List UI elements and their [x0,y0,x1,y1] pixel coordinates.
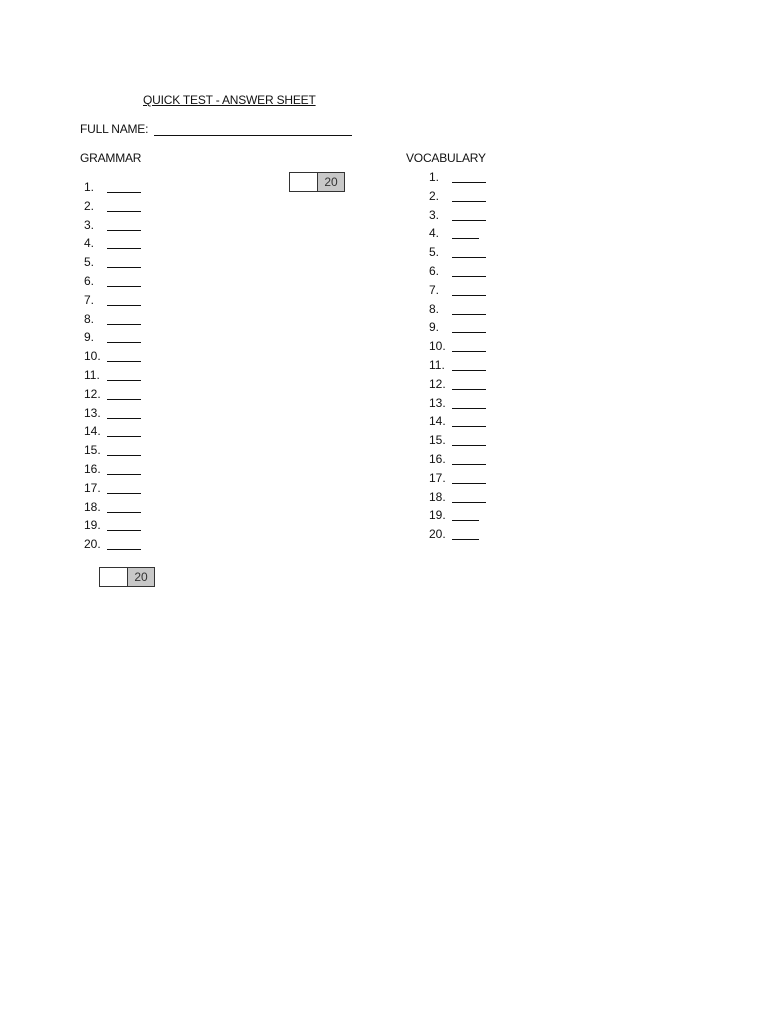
answer-blank[interactable] [107,199,141,212]
answer-number: 20. [84,537,101,552]
vocabulary-answer-row [429,245,486,264]
answer-blank[interactable] [452,170,486,183]
grammar-answer-row [84,330,141,349]
answer-blank[interactable] [452,245,486,258]
grammar-answer-row [84,537,141,556]
grammar-answer-row [84,387,141,406]
answer-blank[interactable] [452,414,486,427]
answer-number: 17. [84,480,101,495]
full-name-label: FULL NAME: [80,122,149,136]
answer-number: 11. [84,367,100,382]
answer-blank[interactable] [452,339,486,352]
answer-number: 7. [429,282,440,297]
answer-blank[interactable] [452,471,486,484]
answer-number: 15. [84,443,101,458]
answer-blank[interactable] [452,490,486,503]
answer-number: 6. [429,263,440,278]
answer-number: 15. [429,433,446,448]
vocabulary-answer-row [429,377,486,396]
answer-blank[interactable] [452,226,479,239]
answer-number: 1. [84,180,95,194]
answer-number: 7. [84,292,95,307]
vocabulary-answer-row [429,320,486,339]
answer-blank[interactable] [452,189,486,202]
grammar-answer-row [84,500,141,519]
answer-number: 5. [429,245,440,260]
answer-number: 4. [84,236,95,251]
score-total: 20 [128,568,154,586]
answer-number: 17. [429,470,446,485]
answer-number: 19. [429,508,446,523]
grammar-answer-row [84,293,141,312]
full-name-blank[interactable] [154,122,352,136]
answer-number: 5. [84,255,95,270]
answer-number: 1. [429,170,440,184]
answer-blank[interactable] [452,377,486,390]
vocabulary-answer-row [429,226,486,245]
answer-blank[interactable] [452,508,479,521]
answer-number: 16. [429,451,446,466]
answer-blank[interactable] [107,293,141,306]
grammar-answer-row [84,218,141,237]
grammar-answer-row [84,424,141,443]
answer-blank[interactable] [452,208,486,221]
answer-blank[interactable] [107,481,141,494]
vocabulary-answer-row [429,264,486,283]
answer-number: 14. [84,424,101,439]
vocabulary-answer-row [429,189,486,208]
grammar-answer-row [84,199,141,218]
answer-blank[interactable] [107,236,141,249]
answer-blank[interactable] [452,283,486,296]
vocabulary-answer-row [429,490,486,509]
vocabulary-answer-row [429,471,486,490]
answer-blank[interactable] [107,180,141,193]
answer-blank[interactable] [452,264,486,277]
vocabulary-answer-row [429,452,486,471]
vocabulary-answer-row [429,170,486,189]
answer-number: 3. [84,217,95,232]
score-input-cell[interactable] [290,173,318,191]
answer-blank[interactable] [107,312,141,325]
answer-blank[interactable] [452,452,486,465]
vocabulary-answer-row [429,433,486,452]
vocabulary-answer-row [429,302,486,321]
answer-blank[interactable] [452,527,479,540]
answer-number: 9. [84,330,95,345]
answer-number: 14. [429,414,446,429]
grammar-answer-row [84,312,141,331]
answer-blank[interactable] [107,218,141,231]
answer-blank[interactable] [107,424,141,437]
answer-number: 18. [429,489,446,504]
vocabulary-answer-row [429,283,486,302]
answer-number: 12. [84,386,101,401]
vocabulary-answer-row [429,508,486,527]
answer-blank[interactable] [452,358,486,371]
answer-number: 8. [84,311,95,326]
answer-blank[interactable] [452,433,486,446]
answer-number: 4. [429,226,440,241]
score-total: 20 [318,173,344,191]
answer-number: 3. [429,207,440,222]
answer-blank[interactable] [107,330,141,343]
answer-blank[interactable] [107,274,141,287]
answer-number: 18. [84,499,101,514]
answer-blank[interactable] [452,396,486,409]
answer-number: 16. [84,461,101,476]
answer-blank[interactable] [107,500,141,513]
answer-number: 19. [84,518,101,533]
answer-number: 6. [84,273,95,288]
answer-blank[interactable] [107,406,141,419]
bottom-score-box [99,567,155,587]
answer-number: 2. [429,188,440,203]
vocabulary-answer-row [429,527,486,546]
grammar-answer-row [84,443,141,462]
score-input-cell[interactable] [100,568,128,586]
answer-blank[interactable] [107,368,141,381]
vocabulary-answer-row [429,396,486,415]
answer-blank[interactable] [107,518,141,531]
grammar-answer-row [84,349,141,368]
answer-number: 2. [84,198,95,213]
answer-number: 11. [429,357,445,372]
grammar-answer-list [84,180,141,556]
answer-blank[interactable] [452,320,486,333]
answer-number: 20. [429,527,446,542]
grammar-score-box [289,172,345,192]
grammar-answer-row [84,180,141,199]
vocabulary-answer-row [429,208,486,227]
answer-blank[interactable] [107,462,141,475]
answer-blank[interactable] [107,443,141,456]
answer-blank[interactable] [107,255,141,268]
answer-number: 10. [84,349,101,364]
sheet-title: QUICK TEST - ANSWER SHEET [143,93,316,107]
grammar-heading: GRAMMAR [80,151,142,165]
grammar-answer-row [84,518,141,537]
answer-number: 13. [429,395,446,410]
grammar-answer-row [84,274,141,293]
answer-number: 8. [429,301,440,316]
vocabulary-answer-list [429,170,486,546]
grammar-answer-row [84,255,141,274]
answer-blank[interactable] [452,302,486,315]
answer-number: 12. [429,376,446,391]
vocabulary-answer-row [429,339,486,358]
answer-number: 9. [429,320,440,335]
answer-blank[interactable] [107,349,141,362]
vocabulary-answer-row [429,414,486,433]
vocabulary-answer-row [429,358,486,377]
grammar-answer-row [84,368,141,387]
answer-number: 10. [429,339,446,354]
answer-blank[interactable] [107,537,141,550]
grammar-answer-row [84,481,141,500]
grammar-answer-row [84,406,141,425]
vocabulary-heading: VOCABULARY [406,151,486,165]
answer-number: 13. [84,405,101,420]
grammar-answer-row [84,462,141,481]
grammar-answer-row [84,236,141,255]
answer-blank[interactable] [107,387,141,400]
full-name-row [80,122,352,136]
